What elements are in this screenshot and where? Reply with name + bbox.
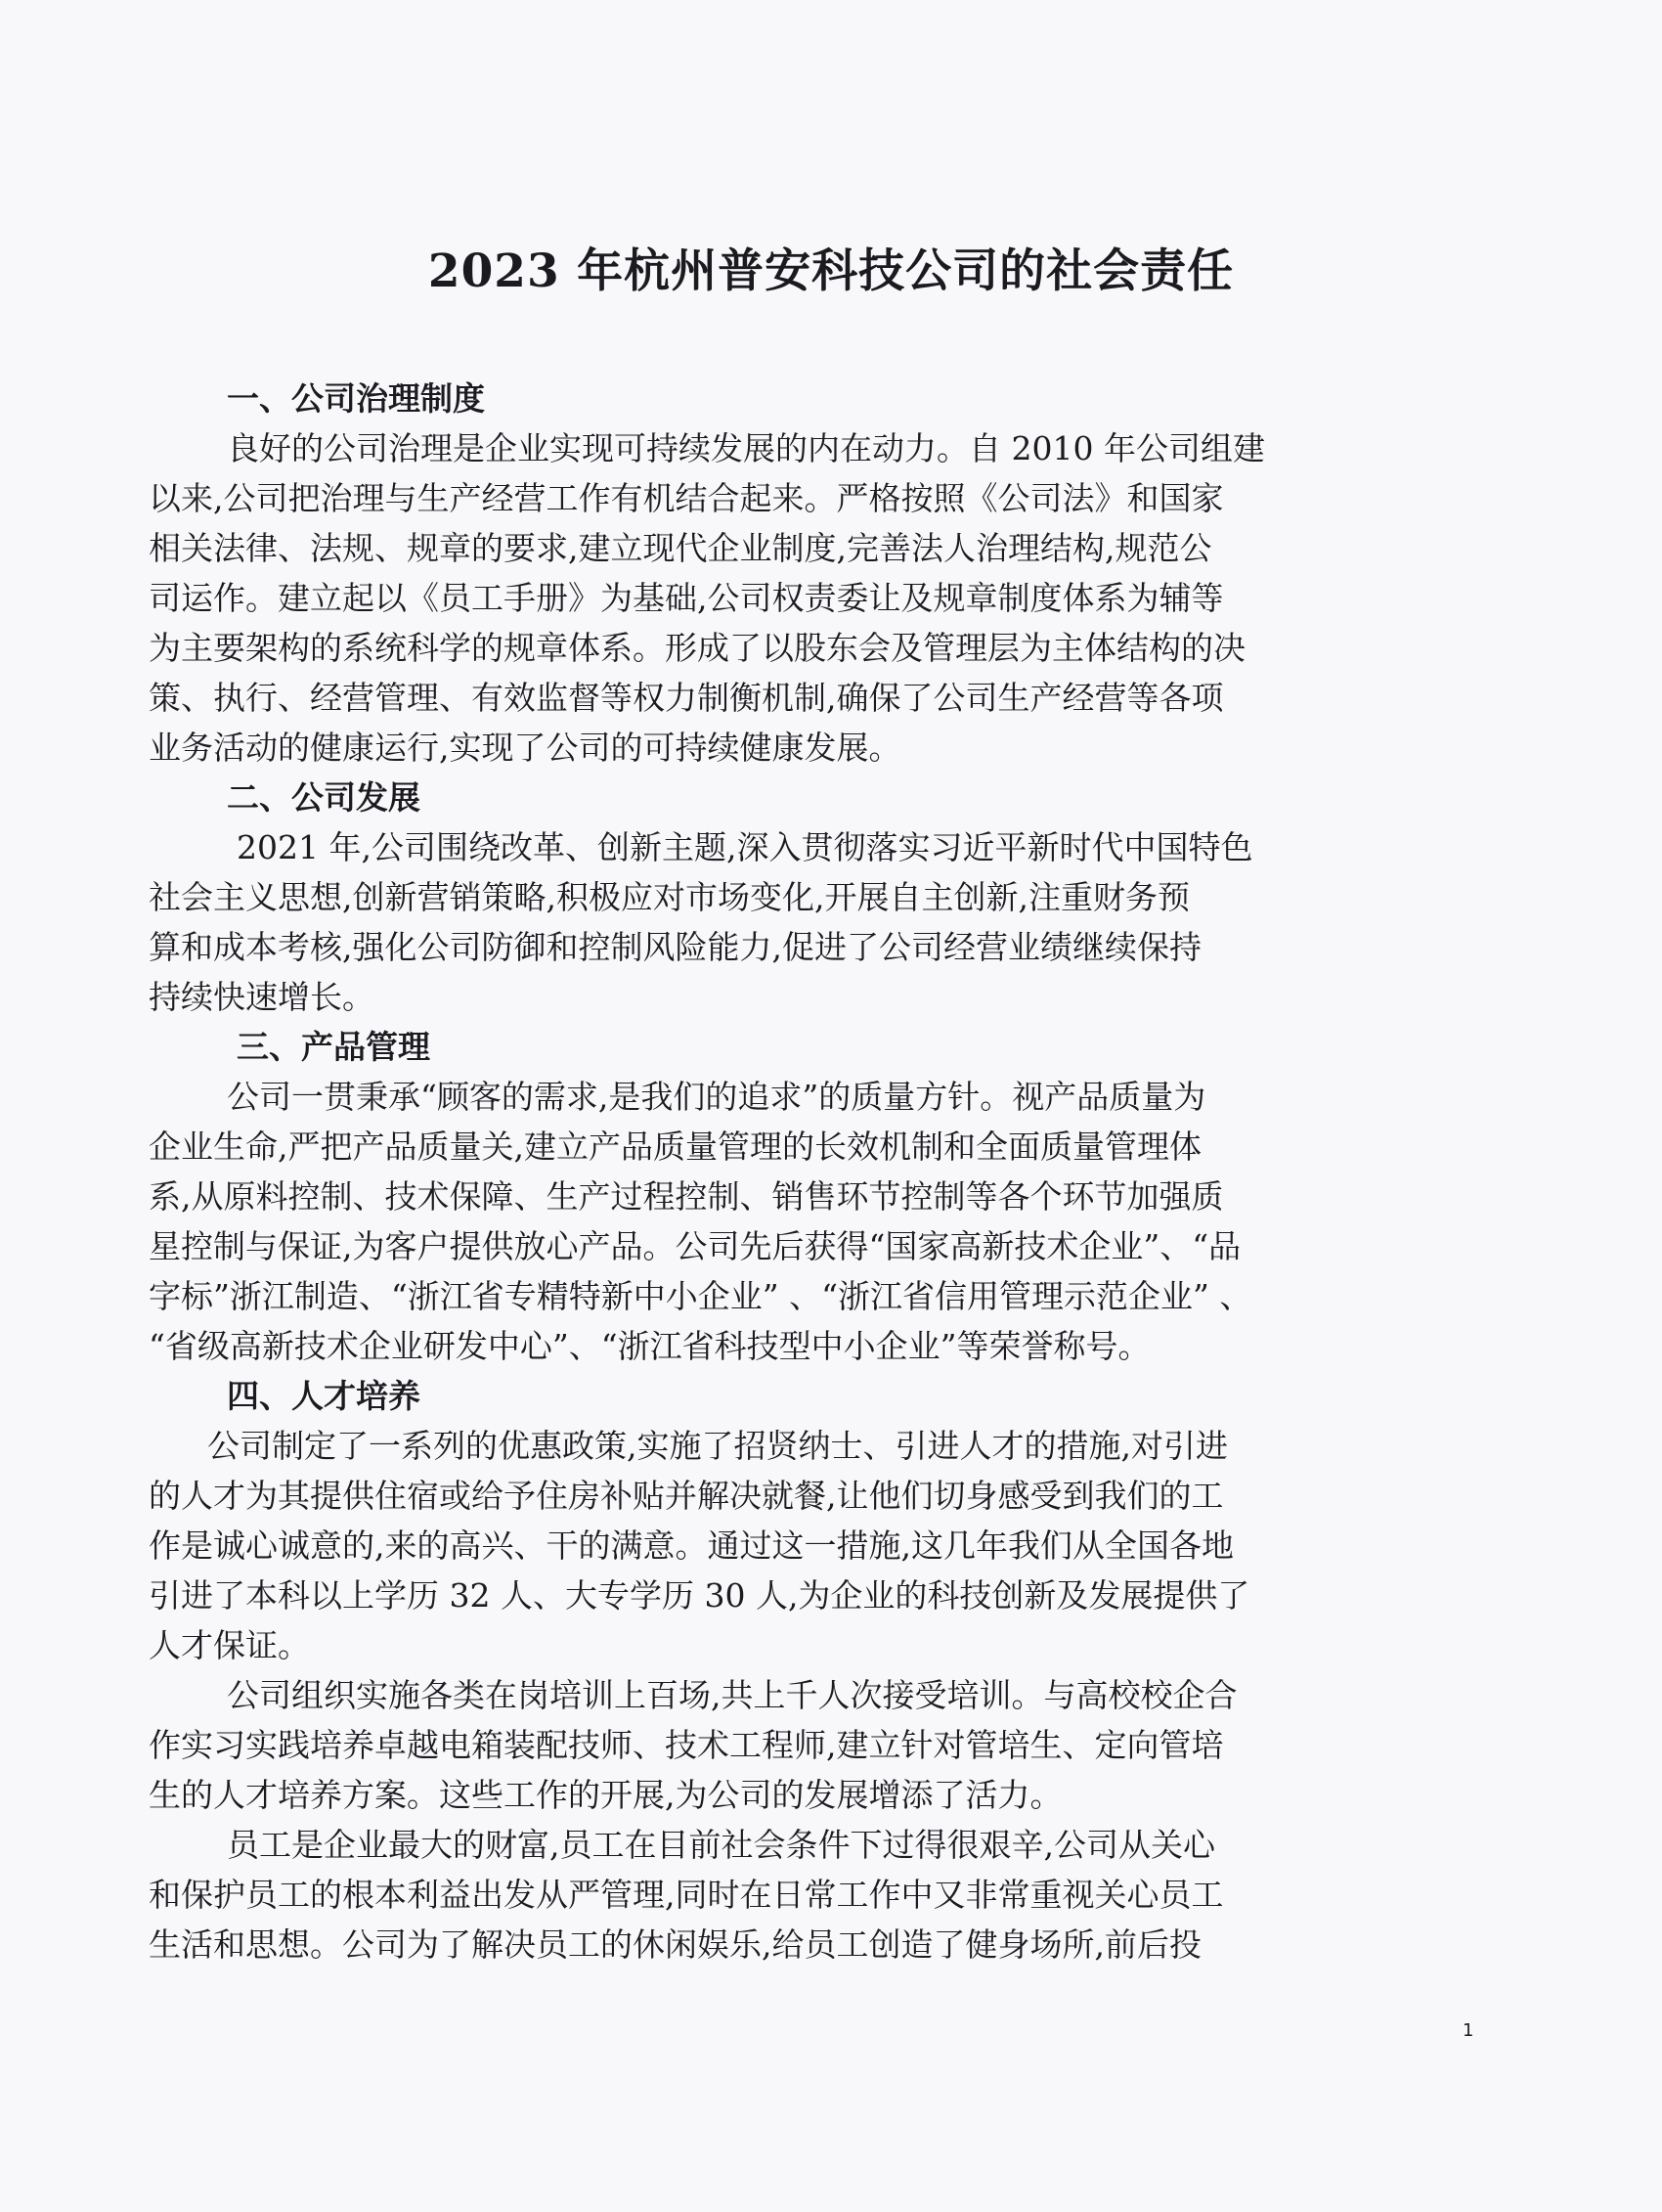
paragraph-line: 字标”浙江制造、“浙江省专精特新中小企业” 、“浙江省信用管理示范企业” 、 <box>149 1277 1252 1315</box>
paragraph-line: 星控制与保证,为客户提供放心产品。公司先后获得“国家高新技术企业”、“品 <box>149 1227 1242 1265</box>
paragraph-line: 作是诚心诚意的,来的高兴、干的满意。通过这一措施,这几年我们从全国各地 <box>149 1526 1234 1565</box>
section-heading: 三、产品管理 <box>237 1028 430 1066</box>
paragraph-line: 系,从原料控制、技术保障、生产过程控制、销售环节控制等各个环节加强质 <box>149 1177 1224 1216</box>
paragraph-line: 策、执行、经营管理、有效监督等权力制衡机制,确保了公司生产经营等各项 <box>149 679 1224 717</box>
paragraph-line: 为主要架构的系统科学的规章体系。形成了以股东会及管理层为主体结构的决 <box>149 629 1246 667</box>
paragraph-line: 作实习实践培养卓越电箱装配技师、技术工程师,建立针对管培生、定向管培 <box>149 1726 1224 1764</box>
page-number: 1 <box>1463 2020 1474 2041</box>
paragraph-line: 持续快速增长。 <box>149 978 374 1016</box>
paragraph-line: 企业生命,严把产品质量关,建立产品质量管理的长效机制和全面质量管理体 <box>149 1128 1202 1166</box>
paragraph-line: 公司制定了一系列的优惠政策,实施了招贤纳士、引进人才的措施,对引进 <box>207 1427 1228 1465</box>
paragraph-line: 和保护员工的根本利益出发从严管理,同时在日常工作中又非常重视关心员工 <box>149 1876 1224 1914</box>
paragraph-line: 相关法律、法规、规章的要求,建立现代企业制度,完善法人治理结构,规范公 <box>149 529 1212 567</box>
paragraph-line: “省级高新技术企业研发中心”、“浙江省科技型中小企业”等荣誉称号。 <box>149 1327 1151 1365</box>
section-heading: 二、公司发展 <box>227 778 420 817</box>
section-heading: 四、人才培养 <box>227 1377 420 1415</box>
paragraph-line: 良好的公司治理是企业实现可持续发展的内在动力。自 2010 年公司组建 <box>227 429 1265 467</box>
paragraph-line: 生活和思想。公司为了解决员工的休闲娱乐,给员工创造了健身场所,前后投 <box>149 1925 1202 1964</box>
paragraph-line: 业务活动的健康运行,实现了公司的可持续健康发展。 <box>149 729 901 767</box>
paragraph-line: 2021 年,公司围绕改革、创新主题,深入贯彻落实习近平新时代中国特色 <box>237 828 1253 866</box>
section-heading: 一、公司治理制度 <box>227 379 485 418</box>
paragraph-line: 司运作。建立起以《员工手册》为基础,公司权责委让及规章制度体系为辅等 <box>149 579 1224 617</box>
document-body <box>149 374 1478 1969</box>
paragraph-line: 算和成本考核,强化公司防御和控制风险能力,促进了公司经营业绩继续保持 <box>149 928 1202 966</box>
paragraph-line: 社会主义思想,创新营销策略,积极应对市场变化,开展自主创新,注重财务预 <box>149 878 1190 916</box>
paragraph-line: 员工是企业最大的财富,员工在目前社会条件下过得很艰辛,公司从关心 <box>227 1826 1215 1864</box>
document-title: 2023 年杭州普安科技公司的社会责任 <box>427 244 1235 298</box>
paragraph-line: 引进了本科以上学历 32 人、大专学历 30 人,为企业的科技创新及发展提供了 <box>149 1576 1250 1615</box>
paragraph-line: 的人才为其提供住宿或给予住房补贴并解决就餐,让他们切身感受到我们的工 <box>149 1477 1224 1515</box>
paragraph-line: 生的人才培养方案。这些工作的开展,为公司的发展增添了活力。 <box>149 1776 1063 1814</box>
paragraph-line: 公司组织实施各类在岗培训上百场,共上千人次接受培训。与高校校企合 <box>227 1676 1238 1714</box>
paragraph-line: 公司一贯秉承“顾客的需求,是我们的追求”的质量方针。视产品质量为 <box>227 1078 1206 1116</box>
paragraph-line: 以来,公司把治理与生产经营工作有机结合起来。严格按照《公司法》和国家 <box>149 479 1224 517</box>
paragraph-line: 人才保证。 <box>149 1626 310 1664</box>
